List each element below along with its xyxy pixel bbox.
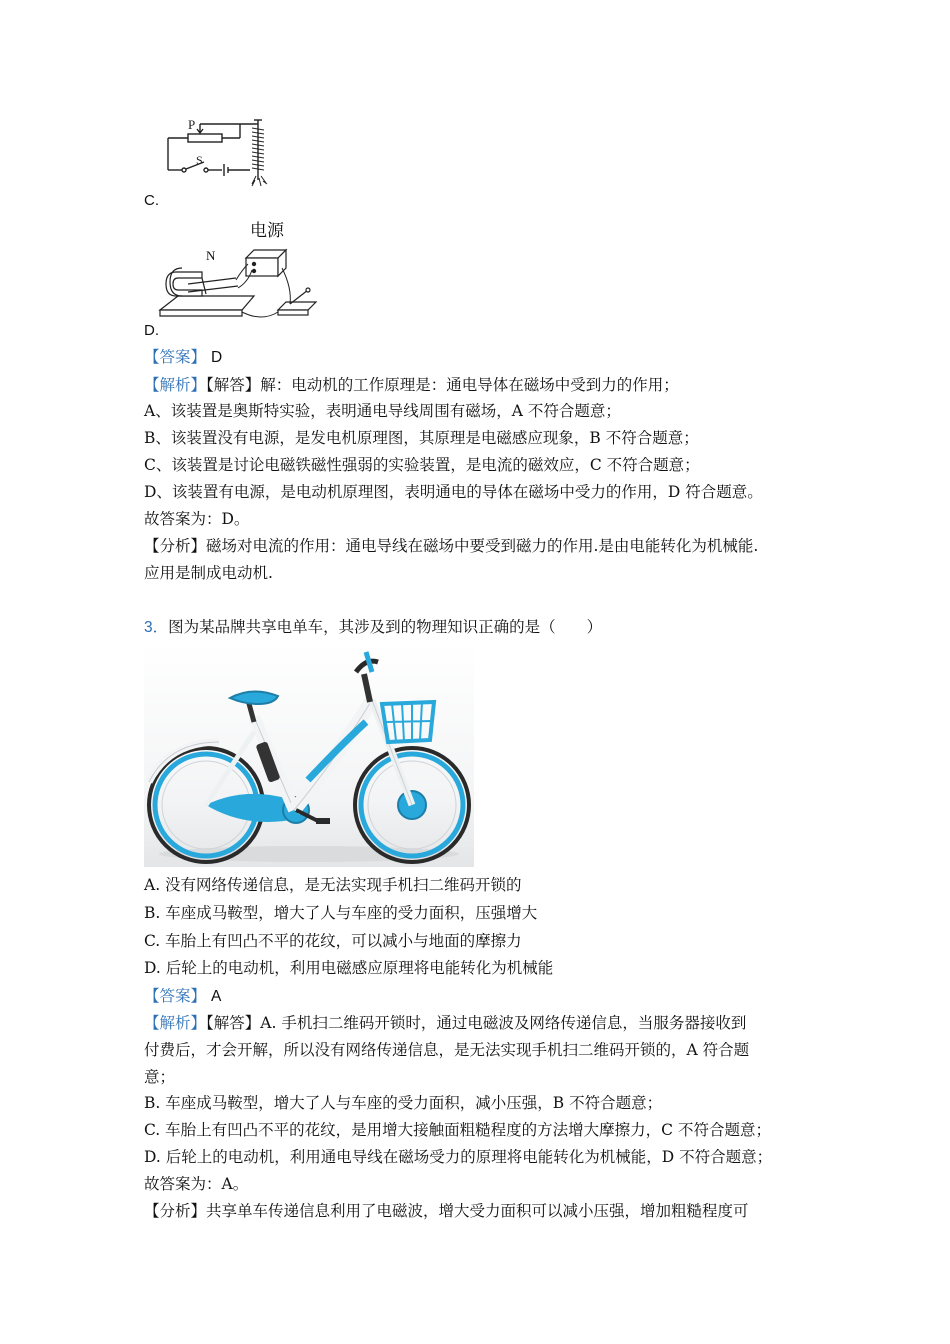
analysis-tag: 【解析】 [144,1014,207,1032]
option-d: D. 后轮上的电动机，利用电磁感应原理将电能转化为机械能 [144,959,554,977]
q3-analysis-line-1 [144,1012,746,1034]
label-p: P [188,117,196,132]
figure-d-label: D. [144,322,159,339]
analysis-text: 【解答】A. 手机扫二维码开锁时，通过电磁波及网络传递信息，当服务器接收到 [206,1014,747,1032]
analysis-tag: 【解析】 [144,376,207,394]
answer-tag: 【答案】 [144,348,207,366]
answer-value: D [210,349,223,366]
label-n: N [206,248,216,263]
figure-c-circuit [160,112,290,194]
question-number: 3． [144,619,169,636]
q3-analysis-line-5: C. 车胎上有凹凸不平的花纹，是用增大接触面粗糙程度的方法增大摩擦力，C 不符合题意； [144,1121,771,1139]
q2-analysis-line-6: 故答案为：D。 [144,510,250,528]
q2-analysis-line-5: D、该装置有电源，是电动机原理图，表明通电的导体在磁场中受力的作用，D 符合题意。 [144,483,763,501]
label-s: S [196,153,203,167]
q3-answer-line [144,985,221,1008]
option-a: A. 没有网络传递信息，是无法实现手机扫二维码开锁的 [144,876,522,894]
label-power: 电源 [250,221,284,241]
q3-analysis-line-4: B. 车座成马鞍型，增大了人与车座的受力面积，减小压强，B 不符合题意； [144,1094,663,1112]
figure-d-motor-apparatus [158,218,328,328]
q2-analysis-line-2: A、该装置是奥斯特实验，表明通电导线周围有磁场，A 不符合题意； [144,402,621,420]
figure-c-label: C. [144,192,159,209]
q3-analysis-line-7: 故答案为：A。 [144,1175,249,1193]
question-text: 图为某品牌共享电单车，其涉及到的物理知识正确的是（ ） [168,618,603,636]
q2-analysis-line-3: B、该装置没有电源，是发电机原理图，其原理是电磁感应现象，B 不符合题意； [144,429,699,447]
q2-answer-line [144,346,222,369]
q3-analysis-line-6: D. 后轮上的电动机，利用通电导线在磁场受力的原理将电能转化为机械能，D 不符合题意； [144,1148,773,1166]
analysis-text: 【解答】解：电动机的工作原理是：通电导体在磁场中受到力的作用； [206,376,679,394]
q2-analysis-line-1 [144,374,679,396]
q2-fenxi-line-1: 【分析】磁场对电流的作用：通电导线在磁场中要受到磁力的作用.是由电能转化为机械能. [144,537,759,555]
q3-stem [144,616,602,639]
q2-fenxi-line-2: 应用是制成电动机. [144,564,273,582]
q3-analysis-line-3: 意； [144,1068,176,1086]
answer-value: A [210,988,222,1005]
q2-analysis-line-4: C、该装置是讨论电磁铁磁性强弱的实验装置，是电流的磁效应，C 不符合题意； [144,456,700,474]
option-c: C. 车胎上有凹凸不平的花纹，可以减小与地面的摩擦力 [144,932,522,950]
answer-tag: 【答案】 [144,987,207,1005]
option-b: B. 车座成马鞍型，增大了人与车座的受力面积，压强增大 [144,904,538,922]
shared-ebike-photo [144,642,474,867]
q3-analysis-line-2: 付费后，才会开解，所以没有网络传递信息，是无法实现手机扫二维码开锁的，A 符合题 [144,1041,750,1059]
q3-fenxi-line: 【分析】共享单车传递信息利用了电磁波，增大受力面积可以减小压强，增加粗糙程度可 [144,1202,749,1220]
